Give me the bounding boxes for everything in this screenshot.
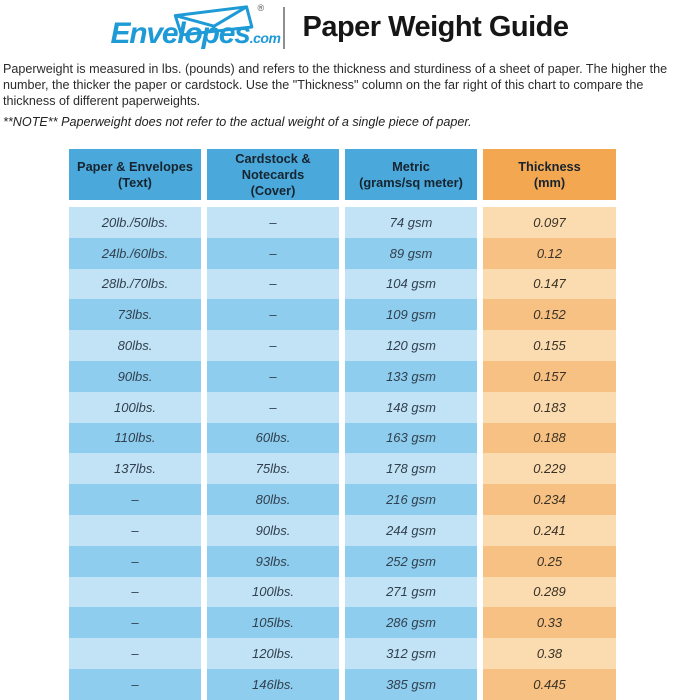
table-cell: 24lb./60lbs. — [69, 238, 201, 269]
table-row — [69, 238, 616, 269]
col-header-thickness — [483, 149, 616, 200]
table-cell: 385 gsm — [345, 669, 477, 700]
brand-wordmark — [110, 17, 280, 51]
table-cell: 89 gsm — [345, 238, 477, 269]
table-cell: 20lb./50lbs. — [69, 207, 201, 238]
table-cell: – — [207, 361, 339, 392]
table-cell: 105lbs. — [207, 607, 339, 638]
table-row — [69, 638, 616, 669]
thickness-cell: 0.241 — [483, 515, 616, 546]
thickness-cell: 0.155 — [483, 330, 616, 361]
thickness-cell: 0.147 — [483, 269, 616, 300]
table-cell: – — [69, 484, 201, 515]
page-title: Paper Weight Guide — [302, 11, 569, 43]
paper-weight-table — [69, 149, 616, 700]
table-row — [69, 299, 616, 330]
table-cell: 75lbs. — [207, 453, 339, 484]
envelopes-logo — [110, 2, 281, 53]
table-cell: 109 gsm — [345, 299, 477, 330]
table-cell: 80lbs. — [69, 330, 201, 361]
thickness-cell: 0.097 — [483, 207, 616, 238]
table-cell: 137lbs. — [69, 453, 201, 484]
thickness-cell: 0.38 — [483, 638, 616, 669]
col-header-cardstock-notecards — [207, 149, 339, 200]
intro-paragraph: Paperweight is measured in lbs. (pounds) and refers to the thickness and sturdiness of a sheet of paper. The higher the number, the thicker the paper or cardstock. Use the "Thickness" column on the far right of this chart to compare the thickness of different paperweights. — [3, 62, 668, 108]
header-divider — [283, 7, 285, 49]
table-cell: – — [69, 577, 201, 608]
thickness-cell: 0.152 — [483, 299, 616, 330]
col-header-sub: (Text) — [118, 174, 152, 190]
table-row — [69, 269, 616, 300]
thickness-cell: 0.229 — [483, 453, 616, 484]
table-row — [69, 607, 616, 638]
table-cell: 93lbs. — [207, 546, 339, 577]
thickness-cell: 0.289 — [483, 577, 616, 608]
thickness-cell: 0.188 — [483, 423, 616, 454]
table-cell: 90lbs. — [69, 361, 201, 392]
table-cell: 110lbs. — [69, 423, 201, 454]
intro-note: **NOTE** Paperweight does not refer to the actual weight of a single piece of paper. — [3, 115, 472, 129]
table-cell: 80lbs. — [207, 484, 339, 515]
col-header-label: Cardstock & Notecards — [235, 150, 311, 182]
col-header-label: Paper & Envelopes — [77, 158, 193, 174]
table-cell: – — [207, 392, 339, 423]
thickness-cell: 0.25 — [483, 546, 616, 577]
thickness-cell: 0.33 — [483, 607, 616, 638]
table-cell: 146lbs. — [207, 669, 339, 700]
table-row — [69, 453, 616, 484]
table-cell: 120 gsm — [345, 330, 477, 361]
table-cell: – — [69, 515, 201, 546]
col-header-label: Metric — [392, 158, 430, 174]
col-header-sub: (Cover) — [250, 182, 296, 198]
table-cell: 90lbs. — [207, 515, 339, 546]
table-row — [69, 330, 616, 361]
table-cell: 133 gsm — [345, 361, 477, 392]
table-row — [69, 577, 616, 608]
table-cell: 216 gsm — [345, 484, 477, 515]
table-cell: – — [207, 207, 339, 238]
col-header-paper-envelopes — [69, 149, 201, 200]
table-cell: – — [207, 269, 339, 300]
table-row — [69, 515, 616, 546]
table-cell: 120lbs. — [207, 638, 339, 669]
table-cell: 74 gsm — [345, 207, 477, 238]
table-cell: 271 gsm — [345, 577, 477, 608]
thickness-cell: 0.157 — [483, 361, 616, 392]
table-row — [69, 484, 616, 515]
thickness-cell: 0.234 — [483, 484, 616, 515]
col-header-sub: (grams/sq meter) — [359, 174, 463, 190]
table-cell: 28lb./70lbs. — [69, 269, 201, 300]
table-row — [69, 423, 616, 454]
table-row — [69, 669, 616, 700]
table-row — [69, 207, 616, 238]
table-cell: 244 gsm — [345, 515, 477, 546]
table-cell: 252 gsm — [345, 546, 477, 577]
brand-header — [0, 0, 679, 52]
table-header-row — [69, 149, 616, 200]
table-cell: 163 gsm — [345, 423, 477, 454]
table-cell: – — [207, 330, 339, 361]
table-body — [69, 207, 616, 700]
table-cell: – — [69, 638, 201, 669]
table-cell: 286 gsm — [345, 607, 477, 638]
col-header-metric — [345, 149, 477, 200]
table-cell: 148 gsm — [345, 392, 477, 423]
col-header-label: Thickness — [518, 158, 581, 174]
table-cell: – — [69, 669, 201, 700]
thickness-cell: 0.183 — [483, 392, 616, 423]
table-cell: 100lbs. — [207, 577, 339, 608]
table-cell: 104 gsm — [345, 269, 477, 300]
table-cell: 178 gsm — [345, 453, 477, 484]
table-row — [69, 361, 616, 392]
table-cell: 312 gsm — [345, 638, 477, 669]
table-cell: 60lbs. — [207, 423, 339, 454]
brand-name: Envelopes — [110, 16, 250, 50]
table-cell: – — [207, 299, 339, 330]
col-header-sub: (mm) — [533, 174, 566, 190]
thickness-cell: 0.445 — [483, 669, 616, 700]
table-cell: – — [69, 607, 201, 638]
thickness-cell: 0.12 — [483, 238, 616, 269]
table-row — [69, 546, 616, 577]
table-cell: 100lbs. — [69, 392, 201, 423]
table-cell: – — [207, 238, 339, 269]
table-cell: – — [69, 546, 201, 577]
brand-tld: .com — [249, 29, 281, 46]
registered-trademark: ® — [257, 2, 265, 13]
table-row — [69, 392, 616, 423]
table-cell: 73lbs. — [69, 299, 201, 330]
